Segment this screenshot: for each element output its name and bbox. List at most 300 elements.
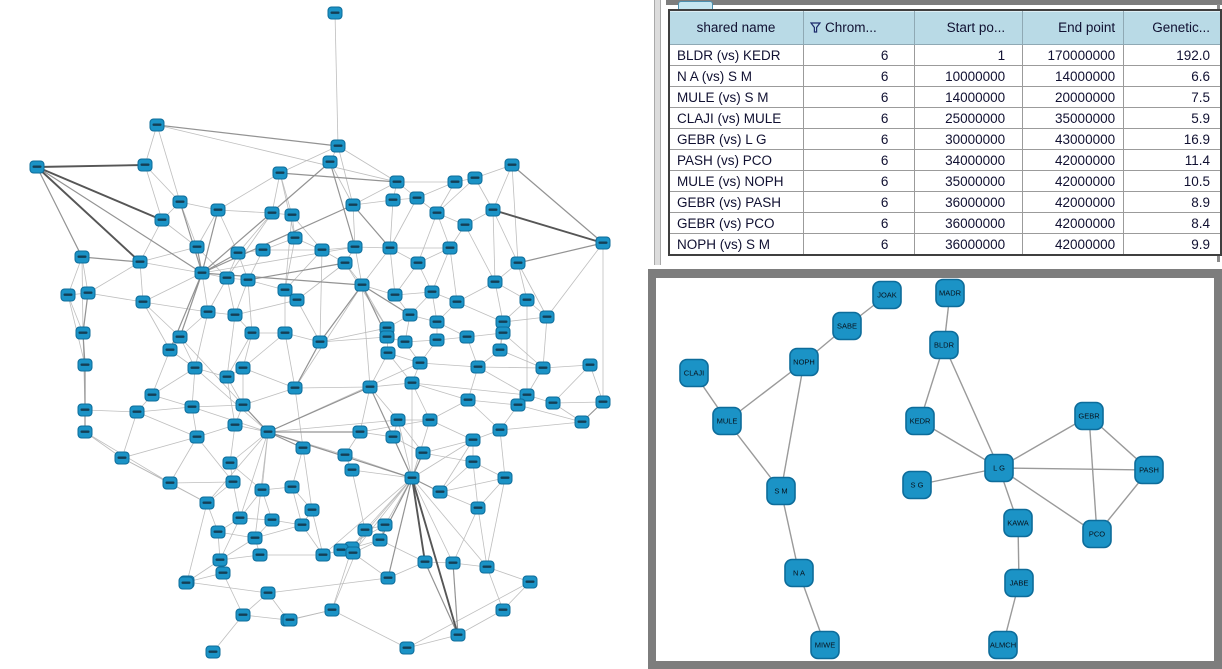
- network-node[interactable]: [261, 587, 275, 599]
- network-node[interactable]: [471, 502, 485, 514]
- network-node[interactable]: [316, 549, 330, 561]
- network-node[interactable]: [253, 549, 267, 561]
- network-node[interactable]: [418, 556, 432, 568]
- column-header-sharedname[interactable]: shared name: [669, 10, 803, 45]
- network-node[interactable]: [145, 389, 159, 401]
- network-node[interactable]: [155, 214, 169, 226]
- network-node[interactable]: [288, 232, 302, 244]
- table-cell: 6: [803, 171, 914, 192]
- network-node[interactable]: [386, 431, 400, 443]
- network-node[interactable]: [305, 504, 319, 516]
- network-node[interactable]: [496, 327, 510, 339]
- table-body: [669, 45, 1221, 256]
- network-node[interactable]: [185, 401, 199, 413]
- table-row[interactable]: [669, 150, 1221, 171]
- network-edge: [295, 342, 320, 388]
- network-node[interactable]: [285, 209, 299, 221]
- network-node[interactable]: [353, 426, 367, 438]
- node-label: N A: [792, 568, 806, 578]
- filter-funnel-icon[interactable]: [810, 22, 821, 33]
- table-cell: 36000000: [915, 192, 1023, 213]
- network-node-miwe[interactable]: [811, 632, 839, 659]
- network-node[interactable]: [138, 159, 152, 171]
- network-edge: [345, 263, 387, 328]
- network-node[interactable]: [416, 447, 430, 459]
- network-node[interactable]: [383, 242, 397, 254]
- network-node[interactable]: [493, 344, 507, 356]
- table-cell: 192.0: [1124, 45, 1221, 66]
- network-node[interactable]: [583, 359, 597, 371]
- network-node-madr[interactable]: [936, 280, 964, 307]
- network-node[interactable]: [346, 547, 360, 559]
- table-row[interactable]: [669, 87, 1221, 108]
- network-node[interactable]: [450, 296, 464, 308]
- network-node[interactable]: [466, 434, 480, 446]
- network-node[interactable]: [338, 449, 352, 461]
- network-node-noph[interactable]: [790, 349, 818, 376]
- network-node[interactable]: [596, 396, 610, 408]
- network-node-mule[interactable]: [713, 408, 741, 435]
- network-node[interactable]: [115, 452, 129, 464]
- network-node[interactable]: [313, 336, 327, 348]
- network-edge: [243, 388, 295, 405]
- network-edge: [187, 582, 268, 593]
- network-node[interactable]: [363, 381, 377, 393]
- network-edge: [285, 333, 295, 388]
- network-edge: [187, 503, 207, 582]
- network-node[interactable]: [390, 176, 404, 188]
- network-node[interactable]: [380, 331, 394, 343]
- table-cell: N A (vs) S M: [669, 66, 803, 87]
- table-row[interactable]: [669, 129, 1221, 150]
- column-header-genetic[interactable]: Genetic...: [1124, 10, 1221, 45]
- network-edge: [295, 285, 362, 388]
- network-node[interactable]: [446, 557, 460, 569]
- network-node[interactable]: [488, 276, 502, 288]
- network-edge: [453, 508, 478, 563]
- network-node[interactable]: [288, 382, 302, 394]
- network-node[interactable]: [460, 331, 474, 343]
- table-cell: 10000000: [915, 66, 1023, 87]
- network-node[interactable]: [355, 279, 369, 291]
- network-node-sm[interactable]: [767, 478, 795, 505]
- network-node[interactable]: [188, 362, 202, 374]
- network-node[interactable]: [496, 316, 510, 328]
- table-cell: 36000000: [915, 213, 1023, 234]
- network-node-bldr[interactable]: [930, 332, 958, 359]
- network-edge: [512, 165, 518, 263]
- table-cell: 8.9: [1124, 192, 1221, 213]
- network-node[interactable]: [348, 241, 362, 253]
- network-node-pash[interactable]: [1135, 457, 1163, 484]
- network-edge: [218, 173, 280, 210]
- column-header-chrom[interactable]: Chrom...: [803, 10, 914, 45]
- table-cell: 6.6: [1124, 66, 1221, 87]
- network-edge: [352, 470, 365, 530]
- network-node[interactable]: [536, 362, 550, 374]
- network-edge: [235, 300, 297, 315]
- network-node[interactable]: [493, 424, 507, 436]
- network-node[interactable]: [195, 267, 209, 279]
- network-node[interactable]: [283, 614, 297, 626]
- node-label: JABE: [1009, 578, 1029, 588]
- network-node[interactable]: [248, 532, 262, 544]
- network-node[interactable]: [130, 406, 144, 418]
- table-cell: 5.9: [1124, 108, 1221, 129]
- table-row[interactable]: [669, 192, 1221, 213]
- table-cell: 6: [803, 234, 914, 256]
- network-node[interactable]: [206, 646, 220, 658]
- node-label: L G: [993, 463, 1005, 473]
- network-node[interactable]: [228, 309, 242, 321]
- network-node[interactable]: [78, 404, 92, 416]
- table-cell: 42000000: [1023, 150, 1124, 171]
- network-node-kedr[interactable]: [906, 408, 934, 435]
- network-node-lg[interactable]: [985, 455, 1013, 482]
- network-node[interactable]: [30, 161, 44, 173]
- network-edge: [140, 247, 197, 262]
- network-node[interactable]: [388, 289, 402, 301]
- network-node[interactable]: [410, 192, 424, 204]
- network-edge: [157, 125, 180, 202]
- network-node[interactable]: [505, 159, 519, 171]
- network-node[interactable]: [381, 347, 395, 359]
- table-cell: 36000000: [915, 234, 1023, 256]
- network-node[interactable]: [133, 256, 147, 268]
- network-node[interactable]: [381, 572, 395, 584]
- network-edge: [152, 350, 170, 395]
- network-node[interactable]: [190, 431, 204, 443]
- table-cell: 6: [803, 150, 914, 171]
- network-node[interactable]: [290, 294, 304, 306]
- network-edge: [500, 430, 505, 478]
- network-node[interactable]: [540, 311, 554, 323]
- table-cell: 10.5: [1124, 171, 1221, 192]
- network-edge: [285, 238, 295, 290]
- table-header-row: [669, 10, 1221, 45]
- network-node[interactable]: [75, 251, 89, 263]
- network-node-almch[interactable]: [989, 632, 1017, 659]
- network-node[interactable]: [136, 296, 150, 308]
- network-node[interactable]: [423, 414, 437, 426]
- table-cell: MULE (vs) NOPH: [669, 171, 803, 192]
- network-node[interactable]: [78, 359, 92, 371]
- network-edge: [145, 165, 162, 220]
- network-edge: [268, 578, 388, 593]
- network-edge: [487, 478, 505, 567]
- network-node[interactable]: [575, 416, 589, 428]
- network-node[interactable]: [323, 156, 337, 168]
- table-cell: BLDR (vs) KEDR: [669, 45, 803, 66]
- network-node[interactable]: [211, 526, 225, 538]
- table-cell: 35000000: [915, 171, 1023, 192]
- network-node[interactable]: [228, 419, 242, 431]
- network-edge: [85, 410, 137, 412]
- node-label: S M: [774, 486, 788, 496]
- network-node-joak[interactable]: [873, 282, 901, 309]
- node-label: S G: [910, 480, 924, 490]
- edge-attribute-table: [668, 9, 1222, 256]
- node-label: MULE: [716, 416, 738, 426]
- table-cell: GEBR (vs) PASH: [669, 192, 803, 213]
- network-node[interactable]: [391, 414, 405, 426]
- network-node[interactable]: [285, 481, 299, 493]
- network-node[interactable]: [430, 207, 444, 219]
- network-node-gebr[interactable]: [1075, 403, 1103, 430]
- node-label: SABE: [836, 321, 858, 331]
- table-cell: 6: [803, 129, 914, 150]
- node-label: PASH: [1139, 465, 1159, 475]
- network-node[interactable]: [190, 241, 204, 253]
- network-edge: [944, 345, 999, 468]
- network-node[interactable]: [451, 629, 465, 641]
- network-node[interactable]: [273, 167, 287, 179]
- network-edge: [390, 248, 395, 295]
- network-node[interactable]: [265, 207, 279, 219]
- network-node[interactable]: [511, 257, 525, 269]
- network-node[interactable]: [213, 554, 227, 566]
- network-node[interactable]: [220, 272, 234, 284]
- network-node[interactable]: [216, 567, 230, 579]
- network-node[interactable]: [596, 237, 610, 249]
- network-node[interactable]: [346, 199, 360, 211]
- table-cell: 11.4: [1124, 150, 1221, 171]
- network-edge: [202, 210, 218, 273]
- network-edge: [195, 312, 208, 368]
- network-node[interactable]: [461, 394, 475, 406]
- network-edge: [512, 165, 603, 243]
- network-node[interactable]: [220, 371, 234, 383]
- network-edge: [335, 13, 338, 146]
- sub-network-canvas[interactable]: [656, 278, 1214, 661]
- network-node-sabe[interactable]: [833, 313, 861, 340]
- table-cell: 170000000: [1023, 45, 1124, 66]
- network-node-sg[interactable]: [903, 472, 931, 499]
- network-edge: [360, 387, 370, 432]
- table-panel-top-edge: [666, 0, 1222, 5]
- network-edge: [493, 210, 603, 243]
- column-header-endpoint[interactable]: End point: [1023, 10, 1124, 45]
- network-edge: [137, 407, 192, 412]
- table-cell: 30000000: [915, 129, 1023, 150]
- table-cell: 6: [803, 108, 914, 129]
- network-edge: [295, 387, 370, 388]
- table-row[interactable]: [669, 171, 1221, 192]
- network-node[interactable]: [511, 399, 525, 411]
- network-edge: [143, 302, 170, 350]
- network-node[interactable]: [398, 336, 412, 348]
- table-cell: 42000000: [1023, 213, 1124, 234]
- network-node[interactable]: [256, 244, 270, 256]
- network-node[interactable]: [411, 257, 425, 269]
- network-edge: [450, 248, 457, 302]
- network-node[interactable]: [163, 477, 177, 489]
- network-edge: [407, 635, 458, 648]
- node-label: KEDR: [909, 416, 931, 426]
- network-node[interactable]: [466, 456, 480, 468]
- network-node[interactable]: [173, 331, 187, 343]
- network-node[interactable]: [61, 289, 75, 301]
- network-node[interactable]: [200, 497, 214, 509]
- network-node[interactable]: [295, 519, 309, 531]
- network-node-jabe[interactable]: [1005, 570, 1033, 597]
- network-node[interactable]: [373, 534, 387, 546]
- network-node[interactable]: [458, 219, 472, 231]
- network-node[interactable]: [296, 442, 310, 454]
- network-node[interactable]: [443, 242, 457, 254]
- network-node[interactable]: [498, 472, 512, 484]
- network-node[interactable]: [400, 642, 414, 654]
- network-node[interactable]: [315, 244, 329, 256]
- table-cell: 7.5: [1124, 87, 1221, 108]
- node-label: KAWA: [1007, 518, 1029, 528]
- table-cell: 8.4: [1124, 213, 1221, 234]
- network-node[interactable]: [233, 512, 247, 524]
- network-node[interactable]: [278, 327, 292, 339]
- network-node[interactable]: [468, 172, 482, 184]
- network-edge: [37, 167, 202, 273]
- network-edge: [157, 125, 338, 146]
- table-scroll-gutter[interactable]: [654, 0, 661, 265]
- network-edge: [243, 368, 295, 388]
- network-edge: [37, 167, 82, 257]
- node-label: MIWE: [814, 640, 836, 650]
- network-edge: [88, 262, 140, 293]
- network-node[interactable]: [413, 357, 427, 369]
- network-edge: [493, 210, 495, 282]
- network-edge: [268, 420, 398, 432]
- table-cell: 14000000: [1023, 66, 1124, 87]
- network-node[interactable]: [378, 519, 392, 531]
- table-cell: 9.9: [1124, 234, 1221, 256]
- network-node[interactable]: [236, 362, 250, 374]
- table-row[interactable]: [669, 45, 1221, 66]
- network-edge: [170, 482, 233, 483]
- network-node[interactable]: [278, 284, 292, 296]
- network-edge: [478, 367, 543, 368]
- network-node[interactable]: [231, 247, 245, 259]
- network-edge: [122, 412, 137, 458]
- network-node[interactable]: [245, 327, 259, 339]
- network-edge: [352, 470, 412, 478]
- network-node[interactable]: [201, 306, 215, 318]
- table-cell: 6: [803, 66, 914, 87]
- network-node[interactable]: [81, 287, 95, 299]
- table-row[interactable]: [669, 234, 1221, 256]
- table-cell: 34000000: [915, 150, 1023, 171]
- network-node[interactable]: [163, 344, 177, 356]
- table-row[interactable]: [669, 213, 1221, 234]
- network-edge: [390, 200, 393, 248]
- table-cell: 6: [803, 45, 914, 66]
- network-node[interactable]: [236, 399, 250, 411]
- network-node[interactable]: [325, 604, 339, 616]
- network-node[interactable]: [226, 476, 240, 488]
- node-label: GEBR: [1078, 411, 1100, 421]
- network-node[interactable]: [520, 294, 534, 306]
- node-label: NOPH: [793, 357, 815, 367]
- table-cell: CLAJI (vs) MULE: [669, 108, 803, 129]
- network-node[interactable]: [223, 457, 237, 469]
- network-node[interactable]: [430, 334, 444, 346]
- network-node[interactable]: [496, 604, 510, 616]
- network-node[interactable]: [358, 524, 372, 536]
- network-node[interactable]: [405, 472, 419, 484]
- table-cell: 42000000: [1023, 192, 1124, 213]
- network-node[interactable]: [345, 464, 359, 476]
- network-node[interactable]: [471, 361, 485, 373]
- network-node[interactable]: [486, 204, 500, 216]
- network-edge: [425, 562, 458, 635]
- network-edge: [420, 363, 478, 367]
- table-row[interactable]: [669, 108, 1221, 129]
- node-label: BLDR: [933, 340, 955, 350]
- network-node-na[interactable]: [785, 560, 813, 587]
- network-node[interactable]: [265, 514, 279, 526]
- table-cell: 16.9: [1124, 129, 1221, 150]
- table-cell: NOPH (vs) S M: [669, 234, 803, 256]
- network-node[interactable]: [338, 257, 352, 269]
- network-node[interactable]: [211, 204, 225, 216]
- network-node[interactable]: [179, 577, 193, 589]
- network-node-claji[interactable]: [680, 360, 708, 387]
- network-node-pco[interactable]: [1083, 521, 1111, 548]
- network-edge: [227, 315, 235, 377]
- network-node[interactable]: [480, 561, 494, 573]
- network-node[interactable]: [328, 7, 342, 19]
- network-node[interactable]: [448, 176, 462, 188]
- network-node[interactable]: [430, 316, 444, 328]
- table-cell: 20000000: [1023, 87, 1124, 108]
- table-cell: 6: [803, 87, 914, 108]
- network-node[interactable]: [173, 196, 187, 208]
- network-node[interactable]: [261, 426, 275, 438]
- network-node[interactable]: [523, 576, 537, 588]
- network-node[interactable]: [405, 377, 419, 389]
- table-cell: 42000000: [1023, 234, 1124, 256]
- network-edge: [493, 210, 518, 263]
- network-edge: [465, 225, 495, 282]
- column-header-startpo[interactable]: Start po...: [915, 10, 1023, 45]
- network-edge: [781, 362, 804, 491]
- network-node-kawa[interactable]: [1004, 510, 1032, 537]
- network-node[interactable]: [76, 327, 90, 339]
- network-node[interactable]: [241, 274, 255, 286]
- node-label: ALMCH: [989, 640, 1017, 650]
- network-node[interactable]: [255, 484, 269, 496]
- network-edge: [999, 468, 1149, 470]
- network-node[interactable]: [425, 286, 439, 298]
- network-node[interactable]: [236, 609, 250, 621]
- table-cell: 14000000: [915, 87, 1023, 108]
- sub-network-panel: [656, 278, 1214, 661]
- network-node[interactable]: [331, 140, 345, 152]
- network-edge: [88, 293, 143, 302]
- network-node[interactable]: [546, 397, 560, 409]
- table-row[interactable]: [669, 66, 1221, 87]
- network-edge: [37, 165, 145, 167]
- network-edge: [320, 285, 362, 342]
- network-node[interactable]: [150, 119, 164, 131]
- network-node[interactable]: [386, 194, 400, 206]
- table-cell: 42000000: [1023, 171, 1124, 192]
- node-label: MADR: [938, 288, 962, 298]
- network-node[interactable]: [78, 426, 92, 438]
- table-cell: 6: [803, 192, 914, 213]
- network-node[interactable]: [433, 486, 447, 498]
- network-node[interactable]: [403, 309, 417, 321]
- table-cell: MULE (vs) S M: [669, 87, 803, 108]
